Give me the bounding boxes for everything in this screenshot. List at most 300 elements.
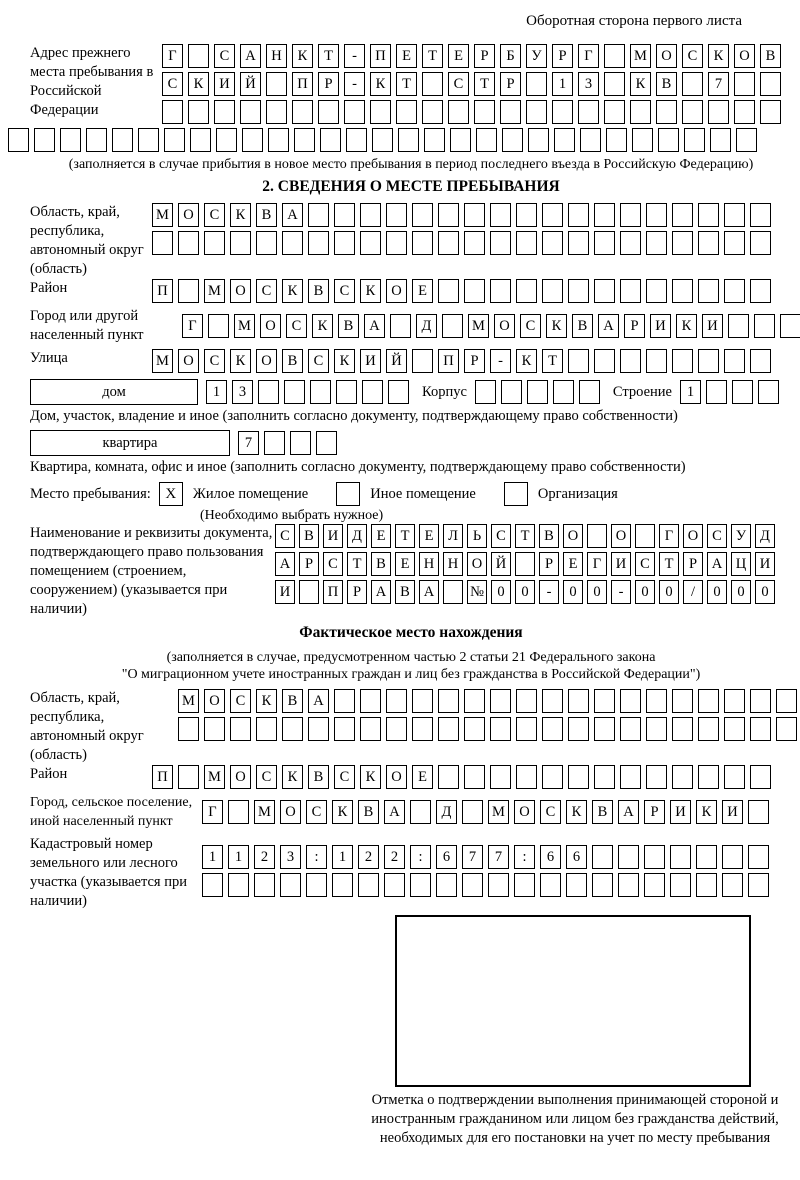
char-cell[interactable]: Г [578, 44, 599, 68]
char-cell[interactable]: П [323, 580, 343, 604]
char-cell[interactable] [734, 72, 755, 96]
char-cell[interactable]: С [256, 279, 277, 303]
char-cell[interactable] [60, 128, 81, 152]
char-cell[interactable]: И [360, 349, 381, 373]
char-cell[interactable] [750, 349, 771, 373]
char-cell[interactable]: А [371, 580, 391, 604]
char-cell[interactable]: Р [683, 552, 703, 576]
char-cell[interactable]: О [178, 349, 199, 373]
char-cell[interactable]: Р [474, 44, 495, 68]
char-cell[interactable] [620, 689, 641, 713]
char-cell[interactable]: В [539, 524, 559, 548]
char-cell[interactable] [358, 873, 379, 897]
char-cell[interactable]: Т [396, 72, 417, 96]
char-cell[interactable] [384, 873, 405, 897]
char-cell[interactable]: С [204, 203, 225, 227]
char-cell[interactable] [390, 314, 411, 338]
char-cell[interactable] [308, 717, 329, 741]
char-cell[interactable]: М [152, 203, 173, 227]
char-cell[interactable]: 0 [659, 580, 679, 604]
char-cell[interactable] [412, 349, 433, 373]
char-cell[interactable] [682, 100, 703, 124]
char-cell[interactable] [750, 279, 771, 303]
char-cell[interactable] [202, 873, 223, 897]
char-cell[interactable]: В [358, 800, 379, 824]
char-cell[interactable]: Р [299, 552, 319, 576]
char-cell[interactable] [724, 279, 745, 303]
char-cell[interactable]: Р [539, 552, 559, 576]
char-cell[interactable] [464, 279, 485, 303]
char-cell[interactable] [528, 128, 549, 152]
char-cell[interactable] [750, 203, 771, 227]
char-cell[interactable] [34, 128, 55, 152]
char-cell[interactable] [188, 44, 209, 68]
char-cell[interactable] [594, 689, 615, 713]
char-cell[interactable]: И [611, 552, 631, 576]
char-cell[interactable]: Е [448, 44, 469, 68]
char-cell[interactable]: Р [644, 800, 665, 824]
char-cell[interactable] [372, 128, 393, 152]
char-cell[interactable] [254, 873, 275, 897]
char-cell[interactable] [501, 380, 522, 404]
char-cell[interactable]: - [344, 72, 365, 96]
char-cell[interactable] [672, 231, 693, 255]
char-cell[interactable]: А [419, 580, 439, 604]
char-cell[interactable] [362, 380, 383, 404]
char-cell[interactable]: А [275, 552, 295, 576]
char-cell[interactable]: М [204, 765, 225, 789]
char-cell[interactable]: С [275, 524, 295, 548]
char-cell[interactable] [760, 72, 781, 96]
char-cell[interactable]: В [308, 765, 329, 789]
char-cell[interactable] [540, 873, 561, 897]
char-cell[interactable] [672, 689, 693, 713]
char-cell[interactable]: : [514, 845, 535, 869]
char-cell[interactable] [594, 231, 615, 255]
char-cell[interactable] [646, 203, 667, 227]
char-cell[interactable] [724, 717, 745, 741]
char-cell[interactable] [684, 128, 705, 152]
char-cell[interactable] [412, 203, 433, 227]
char-cell[interactable]: А [364, 314, 385, 338]
char-cell[interactable] [474, 100, 495, 124]
char-cell[interactable]: Е [412, 765, 433, 789]
char-cell[interactable] [475, 380, 496, 404]
char-cell[interactable]: Т [515, 524, 535, 548]
char-cell[interactable] [724, 349, 745, 373]
char-cell[interactable] [734, 100, 755, 124]
char-cell[interactable] [566, 873, 587, 897]
char-cell[interactable] [490, 717, 511, 741]
char-cell[interactable] [620, 279, 641, 303]
apartment-box-field[interactable]: квартира [30, 430, 230, 456]
char-cell[interactable]: С [323, 552, 343, 576]
char-cell[interactable]: В [656, 72, 677, 96]
char-cell[interactable] [230, 231, 251, 255]
char-cell[interactable] [776, 717, 797, 741]
char-cell[interactable]: Е [412, 279, 433, 303]
char-cell[interactable] [754, 314, 775, 338]
char-cell[interactable]: В [299, 524, 319, 548]
char-cell[interactable] [162, 100, 183, 124]
char-cell[interactable]: Б [500, 44, 521, 68]
char-cell[interactable] [438, 689, 459, 713]
char-cell[interactable]: 0 [731, 580, 751, 604]
char-cell[interactable] [646, 717, 667, 741]
char-cell[interactable]: 3 [280, 845, 301, 869]
char-cell[interactable] [722, 845, 743, 869]
char-cell[interactable] [228, 800, 249, 824]
char-cell[interactable]: И [755, 552, 775, 576]
char-cell[interactable]: И [670, 800, 691, 824]
char-cell[interactable] [152, 231, 173, 255]
char-cell[interactable] [386, 689, 407, 713]
char-cell[interactable]: У [526, 44, 547, 68]
char-cell[interactable]: Т [347, 552, 367, 576]
char-cell[interactable]: К [516, 349, 537, 373]
char-cell[interactable] [780, 314, 800, 338]
char-cell[interactable]: В [572, 314, 593, 338]
char-cell[interactable] [658, 128, 679, 152]
char-cell[interactable] [542, 765, 563, 789]
char-cell[interactable] [290, 431, 311, 455]
char-cell[interactable]: О [611, 524, 631, 548]
char-cell[interactable]: Т [395, 524, 415, 548]
char-cell[interactable]: О [178, 203, 199, 227]
char-cell[interactable]: 0 [587, 580, 607, 604]
char-cell[interactable] [412, 717, 433, 741]
char-cell[interactable] [396, 100, 417, 124]
char-cell[interactable] [490, 765, 511, 789]
char-cell[interactable]: Ц [731, 552, 751, 576]
char-cell[interactable] [724, 689, 745, 713]
char-cell[interactable]: А [618, 800, 639, 824]
char-cell[interactable]: Е [371, 524, 391, 548]
char-cell[interactable]: 0 [755, 580, 775, 604]
char-cell[interactable]: П [292, 72, 313, 96]
char-cell[interactable] [578, 100, 599, 124]
char-cell[interactable] [230, 717, 251, 741]
char-cell[interactable]: А [598, 314, 619, 338]
char-cell[interactable] [8, 128, 29, 152]
char-cell[interactable] [646, 231, 667, 255]
char-cell[interactable]: И [323, 524, 343, 548]
char-cell[interactable] [656, 100, 677, 124]
char-cell[interactable]: Р [552, 44, 573, 68]
char-cell[interactable]: С [334, 765, 355, 789]
char-cell[interactable] [646, 349, 667, 373]
char-cell[interactable]: П [152, 765, 173, 789]
char-cell[interactable] [502, 128, 523, 152]
char-cell[interactable] [412, 231, 433, 255]
char-cell[interactable]: Л [443, 524, 463, 548]
char-cell[interactable]: К [292, 44, 313, 68]
char-cell[interactable] [410, 873, 431, 897]
char-cell[interactable]: С [162, 72, 183, 96]
char-cell[interactable] [542, 279, 563, 303]
char-cell[interactable]: К [676, 314, 697, 338]
char-cell[interactable]: Й [386, 349, 407, 373]
char-cell[interactable]: 1 [680, 380, 701, 404]
char-cell[interactable]: О [514, 800, 535, 824]
char-cell[interactable]: Е [395, 552, 415, 576]
char-cell[interactable] [258, 380, 279, 404]
char-cell[interactable]: 7 [488, 845, 509, 869]
char-cell[interactable] [450, 128, 471, 152]
char-cell[interactable] [462, 800, 483, 824]
char-cell[interactable] [386, 231, 407, 255]
char-cell[interactable]: Й [240, 72, 261, 96]
char-cell[interactable]: П [370, 44, 391, 68]
char-cell[interactable] [698, 231, 719, 255]
char-cell[interactable] [344, 100, 365, 124]
char-cell[interactable] [698, 765, 719, 789]
char-cell[interactable] [620, 765, 641, 789]
char-cell[interactable] [760, 100, 781, 124]
checkbox-organizatsiya[interactable] [504, 482, 528, 506]
char-cell[interactable] [280, 873, 301, 897]
char-cell[interactable]: Г [182, 314, 203, 338]
char-cell[interactable] [644, 845, 665, 869]
char-cell[interactable] [294, 128, 315, 152]
char-cell[interactable] [568, 765, 589, 789]
char-cell[interactable]: Й [491, 552, 511, 576]
char-cell[interactable] [204, 717, 225, 741]
char-cell[interactable] [308, 231, 329, 255]
char-cell[interactable] [672, 765, 693, 789]
char-cell[interactable] [306, 873, 327, 897]
char-cell[interactable]: В [282, 349, 303, 373]
char-cell[interactable] [138, 128, 159, 152]
char-cell[interactable]: Д [436, 800, 457, 824]
char-cell[interactable] [698, 717, 719, 741]
char-cell[interactable] [334, 203, 355, 227]
char-cell[interactable]: М [488, 800, 509, 824]
char-cell[interactable]: И [650, 314, 671, 338]
char-cell[interactable] [604, 44, 625, 68]
char-cell[interactable] [516, 279, 537, 303]
char-cell[interactable]: 2 [358, 845, 379, 869]
char-cell[interactable] [422, 100, 443, 124]
char-cell[interactable]: 2 [254, 845, 275, 869]
char-cell[interactable] [336, 380, 357, 404]
char-cell[interactable] [360, 689, 381, 713]
char-cell[interactable] [748, 800, 769, 824]
char-cell[interactable] [758, 380, 779, 404]
char-cell[interactable] [516, 203, 537, 227]
char-cell[interactable] [448, 100, 469, 124]
char-cell[interactable]: № [467, 580, 487, 604]
char-cell[interactable] [318, 100, 339, 124]
char-cell[interactable] [750, 717, 771, 741]
char-cell[interactable] [526, 100, 547, 124]
char-cell[interactable] [360, 717, 381, 741]
char-cell[interactable]: О [386, 279, 407, 303]
char-cell[interactable] [618, 873, 639, 897]
char-cell[interactable] [698, 689, 719, 713]
char-cell[interactable]: Н [443, 552, 463, 576]
char-cell[interactable] [266, 100, 287, 124]
char-cell[interactable] [748, 873, 769, 897]
char-cell[interactable] [320, 128, 341, 152]
char-cell[interactable] [436, 873, 457, 897]
char-cell[interactable]: Г [659, 524, 679, 548]
char-cell[interactable]: П [152, 279, 173, 303]
char-cell[interactable]: 1 [202, 845, 223, 869]
char-cell[interactable]: К [360, 765, 381, 789]
char-cell[interactable] [568, 717, 589, 741]
char-cell[interactable] [360, 231, 381, 255]
char-cell[interactable]: К [334, 349, 355, 373]
char-cell[interactable] [188, 100, 209, 124]
char-cell[interactable]: У [731, 524, 751, 548]
char-cell[interactable] [646, 765, 667, 789]
char-cell[interactable] [190, 128, 211, 152]
char-cell[interactable] [204, 231, 225, 255]
char-cell[interactable]: О [386, 765, 407, 789]
char-cell[interactable] [228, 873, 249, 897]
char-cell[interactable] [386, 717, 407, 741]
char-cell[interactable]: В [592, 800, 613, 824]
char-cell[interactable]: А [308, 689, 329, 713]
char-cell[interactable] [178, 279, 199, 303]
char-cell[interactable]: 0 [515, 580, 535, 604]
char-cell[interactable] [568, 689, 589, 713]
char-cell[interactable] [292, 100, 313, 124]
char-cell[interactable] [464, 765, 485, 789]
char-cell[interactable]: С [682, 44, 703, 68]
char-cell[interactable] [632, 128, 653, 152]
char-cell[interactable] [178, 717, 199, 741]
char-cell[interactable]: В [256, 203, 277, 227]
char-cell[interactable] [696, 873, 717, 897]
char-cell[interactable] [620, 349, 641, 373]
char-cell[interactable] [388, 380, 409, 404]
char-cell[interactable]: Р [500, 72, 521, 96]
char-cell[interactable]: А [282, 203, 303, 227]
char-cell[interactable]: В [395, 580, 415, 604]
char-cell[interactable]: 3 [232, 380, 253, 404]
char-cell[interactable]: М [178, 689, 199, 713]
char-cell[interactable]: К [708, 44, 729, 68]
char-cell[interactable] [178, 231, 199, 255]
char-cell[interactable] [360, 203, 381, 227]
char-cell[interactable]: П [438, 349, 459, 373]
char-cell[interactable]: О [563, 524, 583, 548]
char-cell[interactable] [410, 800, 431, 824]
char-cell[interactable] [527, 380, 548, 404]
char-cell[interactable] [579, 380, 600, 404]
char-cell[interactable]: К [188, 72, 209, 96]
char-cell[interactable]: 2 [384, 845, 405, 869]
char-cell[interactable]: И [702, 314, 723, 338]
checkbox-zhiloe-pomeschenie[interactable]: X [159, 482, 183, 506]
char-cell[interactable] [398, 128, 419, 152]
char-cell[interactable]: - [539, 580, 559, 604]
char-cell[interactable] [256, 231, 277, 255]
char-cell[interactable] [542, 689, 563, 713]
char-cell[interactable] [568, 279, 589, 303]
char-cell[interactable]: Д [347, 524, 367, 548]
char-cell[interactable] [592, 873, 613, 897]
char-cell[interactable] [592, 845, 613, 869]
char-cell[interactable]: С [491, 524, 511, 548]
char-cell[interactable] [682, 72, 703, 96]
char-cell[interactable]: Т [474, 72, 495, 96]
char-cell[interactable] [708, 100, 729, 124]
char-cell[interactable]: Р [464, 349, 485, 373]
char-cell[interactable]: Н [266, 44, 287, 68]
char-cell[interactable] [698, 349, 719, 373]
char-cell[interactable] [526, 72, 547, 96]
char-cell[interactable]: И [722, 800, 743, 824]
char-cell[interactable] [299, 580, 319, 604]
char-cell[interactable]: К [312, 314, 333, 338]
char-cell[interactable]: В [371, 552, 391, 576]
char-cell[interactable] [462, 873, 483, 897]
char-cell[interactable] [284, 380, 305, 404]
char-cell[interactable] [594, 203, 615, 227]
char-cell[interactable] [516, 765, 537, 789]
char-cell[interactable] [438, 231, 459, 255]
char-cell[interactable]: Р [624, 314, 645, 338]
char-cell[interactable] [443, 580, 463, 604]
char-cell[interactable]: - [611, 580, 631, 604]
char-cell[interactable]: 6 [436, 845, 457, 869]
char-cell[interactable] [476, 128, 497, 152]
char-cell[interactable] [670, 873, 691, 897]
char-cell[interactable]: - [344, 44, 365, 68]
char-cell[interactable] [580, 128, 601, 152]
char-cell[interactable]: 7 [708, 72, 729, 96]
checkbox-inoe-pomeschenie[interactable] [336, 482, 360, 506]
house-box-field[interactable]: дом [30, 379, 198, 405]
char-cell[interactable] [516, 689, 537, 713]
char-cell[interactable] [242, 128, 263, 152]
char-cell[interactable]: Т [422, 44, 443, 68]
char-cell[interactable]: С [256, 765, 277, 789]
char-cell[interactable] [620, 717, 641, 741]
char-cell[interactable]: С [448, 72, 469, 96]
char-cell[interactable] [724, 203, 745, 227]
char-cell[interactable] [618, 845, 639, 869]
char-cell[interactable] [644, 873, 665, 897]
char-cell[interactable]: Т [318, 44, 339, 68]
char-cell[interactable] [490, 279, 511, 303]
char-cell[interactable]: Р [347, 580, 367, 604]
char-cell[interactable] [515, 552, 535, 576]
char-cell[interactable]: О [204, 689, 225, 713]
char-cell[interactable]: 6 [566, 845, 587, 869]
char-cell[interactable] [594, 717, 615, 741]
char-cell[interactable] [346, 128, 367, 152]
char-cell[interactable]: С [230, 689, 251, 713]
char-cell[interactable] [672, 717, 693, 741]
char-cell[interactable]: 0 [491, 580, 511, 604]
char-cell[interactable] [268, 128, 289, 152]
char-cell[interactable] [706, 380, 727, 404]
char-cell[interactable] [438, 203, 459, 227]
char-cell[interactable]: М [630, 44, 651, 68]
char-cell[interactable] [282, 717, 303, 741]
char-cell[interactable] [316, 431, 337, 455]
char-cell[interactable] [282, 231, 303, 255]
char-cell[interactable]: К [332, 800, 353, 824]
char-cell[interactable]: Д [416, 314, 437, 338]
char-cell[interactable]: С [707, 524, 727, 548]
char-cell[interactable] [670, 845, 691, 869]
char-cell[interactable]: О [467, 552, 487, 576]
